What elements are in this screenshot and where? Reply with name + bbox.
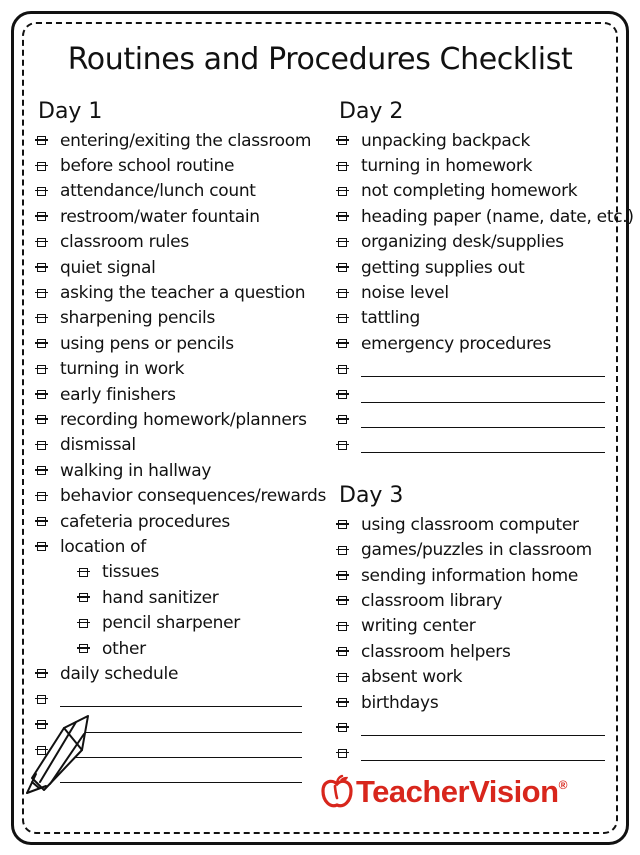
write-in-line[interactable] [361,759,605,761]
list-item[interactable]: early finishers [36,382,336,407]
list-item[interactable]: using pens or pencils [36,331,336,356]
checkbox-icon[interactable] [36,135,47,146]
write-in-line[interactable] [60,756,302,758]
list-item[interactable]: absent work [337,664,627,689]
blank-item[interactable] [36,687,336,712]
blank-item[interactable] [337,741,627,766]
sub-list-item[interactable]: other [36,636,336,661]
list-item[interactable]: classroom library [337,588,627,613]
list-item[interactable]: birthdays [337,690,627,715]
checkbox-icon[interactable] [36,414,47,425]
checkbox-icon[interactable] [36,186,47,197]
list-item[interactable]: using classroom computer [337,512,627,537]
checkbox-icon[interactable] [36,288,47,299]
list-item[interactable]: tattling [337,306,627,331]
day-1-column [36,96,336,788]
checkbox-icon[interactable] [337,570,348,581]
list-item[interactable]: asking the teacher a question [36,280,336,305]
checkbox-icon[interactable] [36,491,47,502]
checkbox-icon[interactable] [36,364,47,375]
list-item[interactable]: getting supplies out [337,255,627,280]
checkbox-icon[interactable] [337,748,348,759]
checkbox-icon[interactable] [337,288,348,299]
list-item[interactable]: turning in homework [337,153,627,178]
checkbox-icon[interactable] [36,161,47,172]
blank-item[interactable] [337,357,627,382]
list-item[interactable]: behavior consequences/rewards [36,483,336,508]
list-item[interactable]: sharpening pencils [36,306,336,331]
checkbox-icon[interactable] [337,440,348,451]
checkbox-icon[interactable] [337,646,348,657]
checkbox-icon[interactable] [337,211,348,222]
list-item[interactable]: not completing homework [337,179,627,204]
checkbox-icon[interactable] [337,722,348,733]
teachervision-logo [318,770,567,814]
checkbox-icon[interactable] [337,697,348,708]
sub-list-item[interactable]: hand sanitizer [36,585,336,610]
list-item[interactable]: walking in hallway [36,458,336,483]
checkbox-icon[interactable] [337,237,348,248]
checkbox-icon[interactable] [337,621,348,632]
checkbox-icon[interactable] [36,313,47,324]
write-in-line[interactable] [361,375,605,377]
checkbox-icon[interactable] [337,595,348,606]
list-item[interactable]: emergency procedures [337,331,627,356]
list-item[interactable]: entering/exiting the classroom [36,128,336,153]
write-in-line[interactable] [361,734,605,736]
list-item[interactable]: quiet signal [36,255,336,280]
write-in-line[interactable] [60,705,302,707]
day-3-heading: Day 3 [339,483,404,509]
list-item[interactable]: writing center [337,614,627,639]
list-item[interactable]: before school routine [36,153,336,178]
checkbox-icon[interactable] [78,567,89,578]
list-item[interactable]: games/puzzles in classroom [337,537,627,562]
checkbox-icon[interactable] [36,668,47,679]
day-1-heading: Day 1 [38,99,103,124]
checkbox-icon[interactable] [36,338,47,349]
sub-list-item[interactable]: tissues [36,560,336,585]
day-2-heading: Day 2 [339,99,404,124]
day-2-3-column [337,96,634,766]
checkbox-icon[interactable] [337,135,348,146]
write-in-line[interactable] [361,401,605,403]
checkbox-icon[interactable] [36,465,47,476]
write-in-line[interactable] [60,731,302,733]
page-title: Routines and Procedures Checklist [67,42,573,77]
checkbox-icon[interactable] [36,440,47,451]
list-item[interactable]: noise level [337,280,627,305]
list-item[interactable]: unpacking backpack [337,128,627,153]
list-item[interactable]: classroom helpers [337,639,627,664]
checkbox-icon[interactable] [337,519,348,530]
list-item[interactable]: location of [36,534,336,559]
logo-text: TeacherVision [356,774,559,809]
checkbox-icon[interactable] [337,414,348,425]
checkbox-icon[interactable] [337,186,348,197]
list-item[interactable]: recording homework/planners [36,407,336,432]
list-item[interactable]: restroom/water fountain [36,204,336,229]
write-in-line[interactable] [361,426,605,428]
apple-icon [318,773,356,811]
list-item[interactable]: attendance/lunch count [36,179,336,204]
checkbox-icon[interactable] [337,389,348,400]
checkbox-icon[interactable] [337,545,348,556]
list-item[interactable]: classroom rules [36,230,336,255]
blank-item[interactable] [337,382,627,407]
write-in-line[interactable] [60,781,302,783]
checkbox-icon[interactable] [78,643,89,654]
checkbox-icon[interactable] [337,161,348,172]
checkbox-icon[interactable] [337,364,348,375]
blank-item[interactable] [337,433,627,458]
checkbox-icon[interactable] [36,262,47,273]
blank-item[interactable] [337,715,627,740]
blank-item[interactable] [337,407,627,432]
registered-mark: ® [558,778,567,792]
checkbox-icon[interactable] [36,516,47,527]
checkbox-icon[interactable] [36,694,47,705]
checkbox-icon[interactable] [78,618,89,629]
spacer [337,458,627,480]
checkbox-icon[interactable] [36,237,47,248]
list-item[interactable]: heading paper (name, date, etc.) [337,204,627,229]
checkbox-icon[interactable] [78,592,89,603]
list-item[interactable]: daily schedule [36,661,336,686]
checkbox-icon[interactable] [36,389,47,400]
list-item[interactable]: dismissal [36,433,336,458]
list-item[interactable]: sending information home [337,563,627,588]
checkbox-icon[interactable] [36,541,47,552]
pencil-icon [24,712,94,796]
checkbox-icon[interactable] [337,672,348,683]
sub-list-item[interactable]: pencil sharpener [36,610,336,635]
checkbox-icon[interactable] [337,262,348,273]
checkbox-icon[interactable] [36,211,47,222]
write-in-line[interactable] [361,451,605,453]
checkbox-icon[interactable] [337,338,348,349]
list-item[interactable]: turning in work [36,357,336,382]
checkbox-icon[interactable] [337,313,348,324]
list-item[interactable]: organizing desk/supplies [337,230,627,255]
list-item[interactable]: cafeteria procedures [36,509,336,534]
